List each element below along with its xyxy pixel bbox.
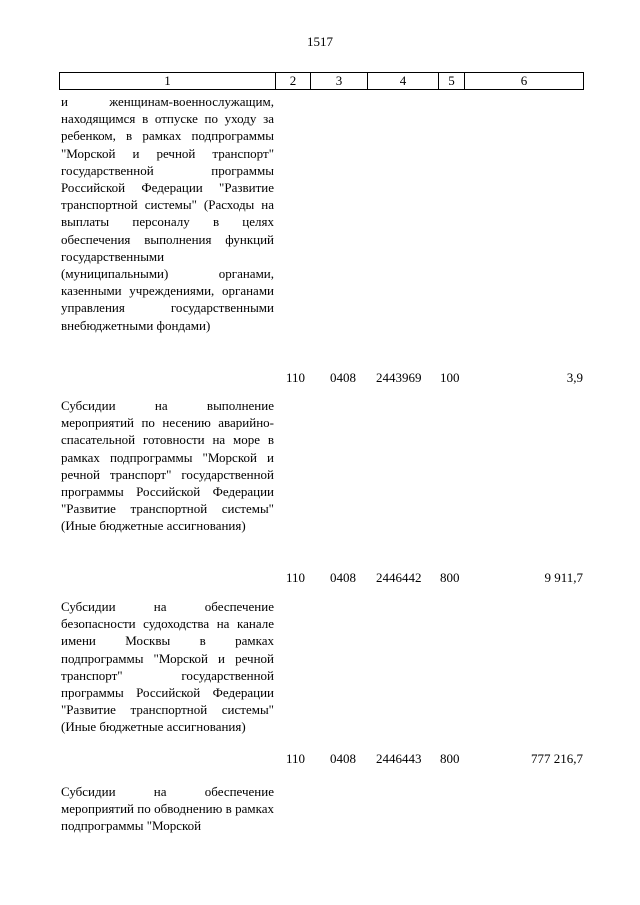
row-description: Субсидии на обеспечение мероприятий по обводнению в рамках подпрограммы "Морской (61, 784, 274, 834)
page-number: 1517 (307, 34, 333, 49)
row-code-2: 110 (286, 370, 306, 385)
row-amount: 3,9 (566, 370, 583, 385)
row-code-3: 0408 (330, 751, 356, 766)
row-code-4: 2446443 (376, 751, 422, 766)
row-code-5: 800 (440, 751, 460, 766)
row-code-4: 2443969 (376, 370, 422, 385)
row-code-2: 110 (286, 570, 306, 585)
row-description: и женщинам-военнослужащим, находящимся в отпуске по уходу за ребенком, в рамках подпрограммы "Морской и речной транспорт" государственной программы Российской Федерации "Развитие транспортной системы" (Расходы на выплаты персоналу в целях обеспечения выполнения функций государственными (муниципальными) органами, казенными учреждениями, органами управления государственными внебюджетными фондами) (61, 94, 274, 333)
column-header-5: 5 (439, 73, 465, 90)
row-description: Субсидии на выполнение мероприятий по несению аварийно-спасательной готовности на море в рамках подпрограммы "Морской и речной транспорт" государственной программы Российской Федерации "Развитие транспортной системы" (Иные бюджетные ассигнования) (61, 398, 274, 534)
row-code-5: 100 (440, 370, 460, 385)
column-header-table (59, 72, 584, 90)
row-code-3: 0408 (330, 370, 356, 385)
row-code-3: 0408 (330, 570, 356, 585)
column-header-3: 3 (311, 73, 368, 90)
row-description: Субсидии на обеспечение безопасности судоходства на канале имени Москвы в рамках подпрограммы "Морской и речной транспорт" государственной программы Российской Федерации "Развитие транспортной системы" (Иные бюджетные ассигнования) (61, 599, 274, 735)
column-header-4: 4 (368, 73, 439, 90)
row-code-4: 2446442 (376, 570, 422, 585)
column-header-2: 2 (276, 73, 311, 90)
column-header-6: 6 (465, 73, 584, 90)
row-code-5: 800 (440, 570, 460, 585)
column-header-1: 1 (60, 73, 276, 90)
row-amount: 777 216,7 (531, 751, 583, 766)
row-amount: 9 911,7 (544, 570, 583, 585)
row-code-2: 110 (286, 751, 306, 766)
